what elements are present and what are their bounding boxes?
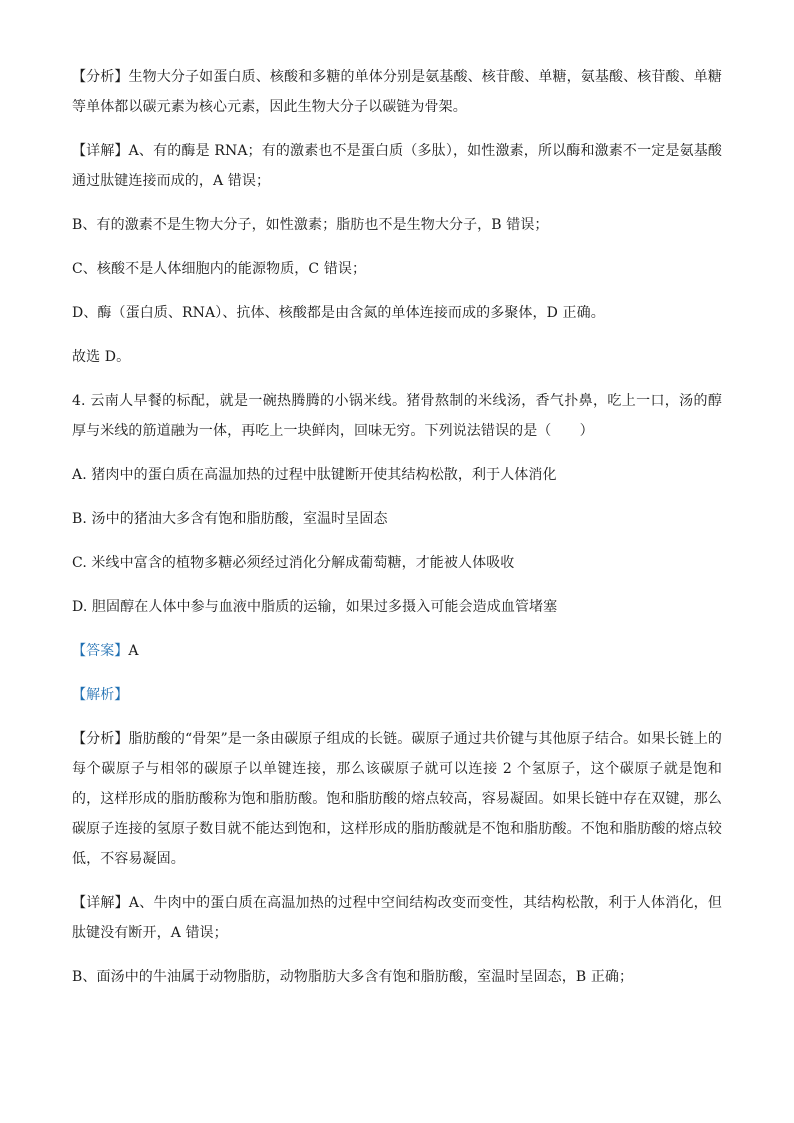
explanation-label: 【解析】 [72,687,129,703]
detail-label: 【详解】 [72,143,129,159]
conclusion-text: 故选 D。 [72,349,131,365]
detail-label-2: 【详解】 [72,895,129,911]
analysis-paragraph-2 [72,724,722,874]
question-4-option-c: C. 米线中富含的植物多糖必须经过消化分解成葡萄糖，才能被人体吸收 [72,555,515,571]
detail-option-b-2: B、面汤中的牛油属于动物脂肪，动物脂肪大多含有饱和脂肪酸，室温时呈固态，B 正确； [72,969,634,985]
answer-line [72,636,722,666]
detail-paragraph-2 [72,888,722,948]
analysis-paragraph-1 [72,62,722,122]
question-4-stem: 4. 云南人早餐的标配，就是一碗热腾腾的小锅米线。猪骨熬制的米线汤，香气扑鼻，吃上一口，汤的醇厚与米线的筋道融为一体，再吃上一块鲜肉，回味无穷。下列说法错误的是（ ） [72,393,722,439]
answer-value: A [128,643,139,659]
answer-label: 【答案】 [72,643,129,659]
detail-option-b: B、有的激素不是生物大分子，如性激素；脂肪也不是生物大分子，B 错误； [72,217,549,233]
analysis-label-2: 【分析】 [72,731,129,747]
detail-paragraph-1 [72,136,722,196]
detail-option-c: C、核酸不是人体细胞内的能源物质，C 错误； [72,261,367,277]
question-4-option-d: D. 胆固醇在人体中参与血液中脂质的运输，如果过多摄入可能会造成血管堵塞 [72,599,558,615]
detail-option-d: D、酶（蛋白质、RNA）、抗体、核酸都是由含氮的单体连接而成的多聚体，D 正确。 [72,305,605,321]
question-4-option-b: B. 汤中的猪油大多含有饱和脂肪酸，室温时呈固态 [72,511,388,527]
question-4-option-a: A. 猪肉中的蛋白质在高温加热的过程中肽键断开使其结构松散，利于人体消化 [72,467,557,483]
analysis-label: 【分析】 [72,69,129,85]
detail-option-a-2: A、牛肉中的蛋白质在高温加热的过程中空间结构改变而变性，其结构松散，利于人体消化，但肽键没有断开，A 错误； [72,895,722,941]
document-page [72,62,722,1006]
analysis-text-2: 脂肪酸的“骨架”是一条由碳原子组成的长链。碳原子通过共价键与其他原子结合。如果长链上的每个碳原子与相邻的碳原子以单键连接，那么该碳原子就可以连接 2 个氢原子，这个碳原子就是饱和的，这样形成的脂肪酸称为饱和脂肪酸。饱和脂肪酸的熔点较高，容易凝固。如果长链中存在双键，那么碳原子连接的氢原子数目就不能达到饱和，这样形成的脂肪酸就是不饱和脂肪酸。不饱和脂肪酸的熔点较低，不容易凝固。 [72,731,722,867]
analysis-text: 生物大分子如蛋白质、核酸和多糖的单体分别是氨基酸、核苷酸、单糖，氨基酸、核苷酸、单糖等单体都以碳元素为核心元素，因此生物大分子以碳链为骨架。 [72,69,722,115]
explanation-heading [72,680,722,710]
detail-option-a: A、有的酶是 RNA；有的激素也不是蛋白质（多肽），如性激素，所以酶和激素不一定是氨基酸通过肽键连接而成的，A 错误； [72,143,723,189]
